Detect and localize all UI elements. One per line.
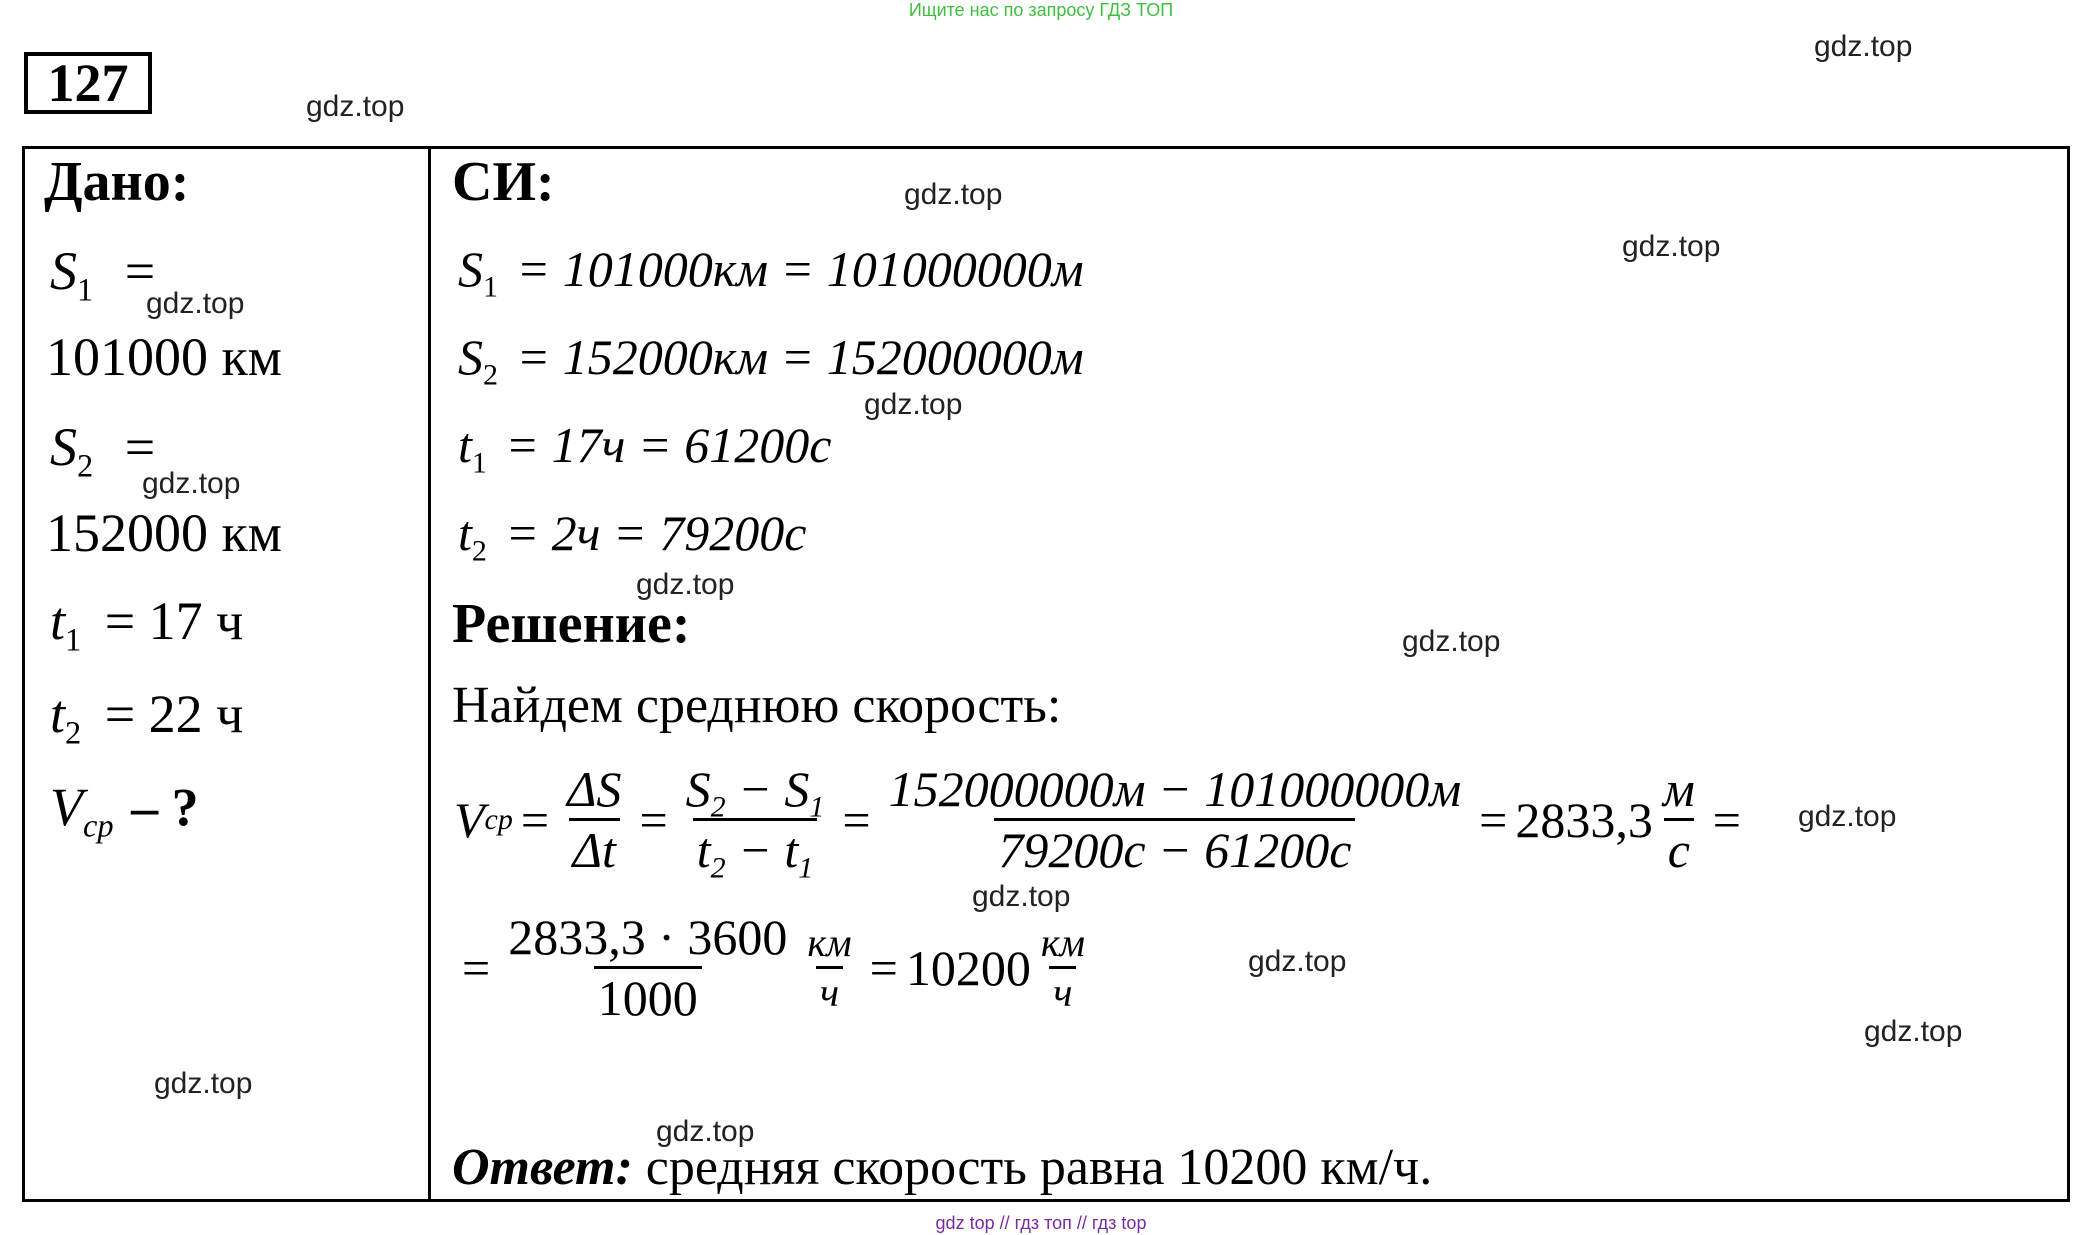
velocity-equation: V ср = $\frac{\Delta S}{\Delta t}$ = $\frac{S_2 - S_1}{t_2 - t_1}$ = $\frac{152000000м - 101000000м}{79200с - 61200с}$ = 2833,3 $\frac{м}{с}$ =: [454, 761, 1741, 885]
eq-sign: =: [842, 791, 871, 848]
si-s2: [458, 328, 1084, 392]
unit-kmh-result-num: км: [1040, 920, 1086, 965]
si-s1-sub: 1: [483, 270, 498, 304]
v-var: V: [454, 791, 485, 848]
unit-ms: [1659, 760, 1699, 879]
watermark: gdz.top: [972, 880, 1071, 913]
watermark: gdz.top: [904, 178, 1003, 211]
s1-sub: 1: [809, 790, 825, 824]
unit-kmh-num: км: [807, 920, 852, 965]
si-t1-expr: = 17ч = 61200с: [505, 417, 832, 473]
given-t2-sub: 2: [65, 715, 82, 752]
si-t2-expr: = 2ч = 79200с: [505, 505, 807, 561]
s1-var: S: [784, 761, 810, 817]
watermark: gdz.top: [656, 1115, 755, 1148]
unit-kmh-result: [1037, 919, 1089, 1016]
si-heading: СИ:: [452, 151, 555, 213]
si-t1: [458, 416, 832, 480]
given-t2-value: = 22 ч: [104, 684, 244, 744]
conversion-equation: [454, 908, 1095, 1027]
eq-sign: =: [639, 791, 668, 848]
watermark: gdz.top: [1798, 800, 1897, 833]
fraction-conversion-den: 1000: [594, 966, 702, 1027]
given-t1: [50, 590, 244, 659]
given-s1-sub: 1: [77, 272, 94, 309]
t1-sub: 1: [798, 851, 814, 885]
unit-ms-den: с: [1664, 818, 1694, 879]
si-t2: [458, 504, 807, 568]
solution-table: [22, 146, 2070, 1202]
given-s1-value: 101000 км: [46, 327, 282, 387]
given-heading: Дано:: [44, 151, 190, 213]
watermark: gdz.top: [1864, 1015, 1963, 1048]
given-t2: [50, 683, 244, 752]
result-ms: 2833,3: [1515, 791, 1653, 848]
watermark: gdz.top: [306, 90, 405, 123]
given-t2-var: t: [50, 684, 66, 744]
fraction-conversion: [504, 908, 791, 1027]
solution-intro: Найдем среднюю скорость:: [452, 677, 1062, 734]
t2-var: t: [696, 822, 711, 878]
fraction-delta-den: Δt: [569, 818, 620, 879]
si-t1-var: t: [458, 417, 472, 473]
bottom-ad-banner[interactable]: gdz top // гдз топ // гдз top: [935, 1213, 1147, 1233]
fraction-delta-num: ΔS: [567, 761, 622, 817]
unit-ms-num: м: [1662, 761, 1695, 817]
eq-sign: =: [462, 939, 491, 996]
given-s2-value: 152000 км: [46, 503, 282, 563]
watermark: gdz.top: [142, 467, 241, 500]
si-s1: [458, 240, 1084, 304]
si-t2-sub: 2: [471, 534, 487, 568]
problem-number: 127: [24, 52, 152, 114]
fraction-symbolic-den: [693, 818, 818, 885]
si-s2-expr: = 152000км = 152000000м: [516, 329, 1084, 385]
given-t1-value: = 17 ч: [104, 591, 244, 651]
unit-kmh: [803, 919, 855, 1016]
fraction-numeric-num: 152000000м − 101000000м: [888, 761, 1462, 817]
given-v-var: V: [50, 777, 83, 837]
given-s2-var: S: [50, 417, 77, 477]
column-divider: [428, 146, 431, 1202]
watermark: gdz.top: [636, 568, 735, 601]
given-t1-sub: 1: [65, 622, 82, 659]
given-v-sub: ср: [83, 808, 114, 845]
fraction-delta: [563, 760, 625, 879]
answer-text: средняя скорость равна 10200 км/ч.: [645, 1139, 1433, 1196]
fraction-numeric-den: 79200с − 61200с: [994, 818, 1355, 879]
minus-sign: −: [738, 761, 772, 817]
si-s2-sub: 2: [483, 358, 498, 392]
watermark: gdz.top: [1402, 625, 1501, 658]
given-s2-eq: =: [124, 417, 156, 477]
answer-label: Ответ:: [452, 1139, 633, 1196]
given-s1: [50, 240, 156, 309]
watermark: gdz.top: [864, 388, 963, 421]
t1-var: t: [784, 822, 799, 878]
given-v-value: – ?: [131, 777, 199, 837]
fraction-symbolic-num: [682, 760, 829, 824]
unit-kmh-den: ч: [816, 966, 843, 1016]
t2-sub: 2: [710, 851, 726, 885]
s2-var: S: [685, 761, 711, 817]
watermark: gdz.top: [1622, 230, 1721, 263]
watermark: gdz.top: [1814, 30, 1913, 63]
given-s1-var: S: [50, 241, 77, 301]
eq-sign: =: [520, 791, 550, 848]
s2-sub: 2: [710, 790, 726, 824]
fraction-conversion-num: 2833,3 · 3600: [508, 909, 788, 965]
eq-sign: =: [869, 939, 898, 996]
top-ad-banner[interactable]: Ищите нас по запросу ГДЗ ТОП: [908, 0, 1174, 20]
given-s2: [50, 416, 156, 485]
si-s1-expr: = 101000км = 101000000м: [516, 241, 1084, 297]
si-t1-sub: 1: [471, 446, 487, 480]
si-s2-var: S: [458, 329, 483, 385]
unit-kmh-result-den: ч: [1049, 966, 1076, 1016]
watermark: gdz.top: [154, 1067, 253, 1100]
watermark: gdz.top: [146, 287, 245, 320]
result-kmh: 10200: [905, 939, 1031, 996]
eq-sign: =: [1479, 791, 1508, 848]
solution-heading: Решение:: [452, 593, 691, 655]
fraction-symbolic: [682, 760, 829, 885]
given-s2-sub: 2: [77, 448, 94, 485]
given-s1-eq: =: [124, 241, 156, 301]
answer: [452, 1138, 1432, 1197]
si-s1-var: S: [458, 241, 483, 297]
eq-sign: =: [1712, 791, 1741, 848]
fraction-numeric: [885, 760, 1466, 879]
given-t1-var: t: [50, 591, 66, 651]
si-t2-var: t: [458, 505, 472, 561]
given-v: [50, 776, 199, 845]
watermark: gdz.top: [1248, 945, 1347, 978]
minus-sign: −: [738, 822, 772, 878]
